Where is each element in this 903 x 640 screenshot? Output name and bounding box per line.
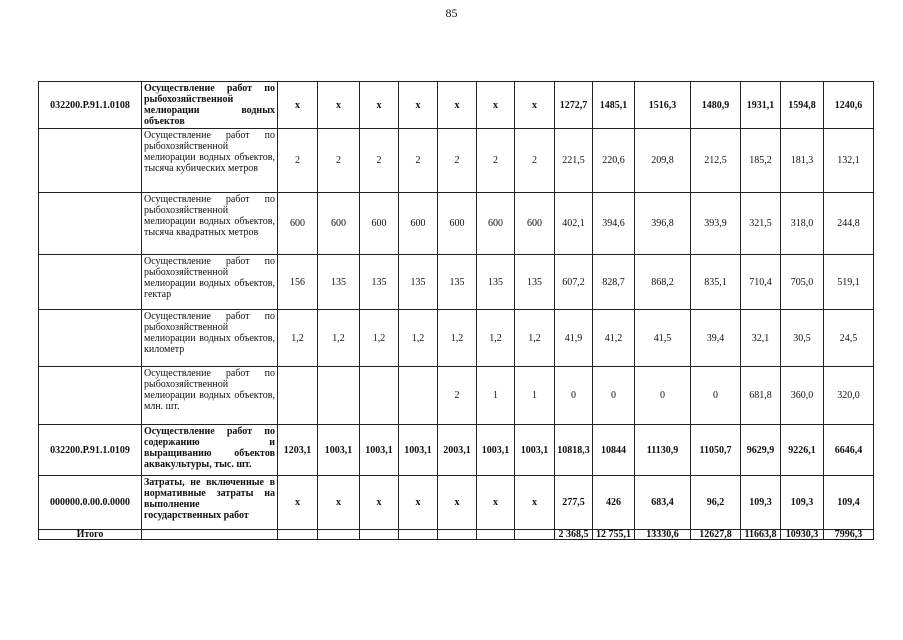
page-number: 85 <box>445 6 458 20</box>
value-cell: 1,2 <box>515 310 555 367</box>
row-description: Осуществление работ по рыбохозяйственной мелиорации водных объектов, гектар <box>142 255 278 310</box>
value-cell: 0 <box>555 367 593 425</box>
value-cell: 600 <box>360 193 399 255</box>
value-cell: 10844 <box>593 425 635 476</box>
value-cell: 24,5 <box>824 310 874 367</box>
value-cell: 156 <box>278 255 318 310</box>
table-row <box>39 367 874 425</box>
row-code <box>39 255 142 310</box>
table-row <box>39 425 874 476</box>
value-cell: 1272,7 <box>555 82 593 129</box>
value-cell: 426 <box>593 476 635 530</box>
row-description: Осуществление работ по рыбохозяйственной мелиорации водных объектов, тысяча кубических метров <box>142 129 278 193</box>
value-cell: 321,5 <box>741 193 781 255</box>
value-cell: 2 <box>318 129 360 193</box>
value-cell: 600 <box>318 193 360 255</box>
value-cell: 1003,1 <box>360 425 399 476</box>
value-cell: 6646,4 <box>824 425 874 476</box>
row-code: 000000.0.00.0.0000 <box>39 476 142 530</box>
value-cell: х <box>278 82 318 129</box>
table-row <box>39 82 874 129</box>
value-cell: 277,5 <box>555 476 593 530</box>
value-cell: 10930,3 <box>781 530 824 540</box>
value-cell: 2 368,5 <box>555 530 593 540</box>
value-cell: 1240,6 <box>824 82 874 129</box>
value-cell: 7996,3 <box>824 530 874 540</box>
row-code: Итого <box>39 530 142 540</box>
value-cell: 360,0 <box>781 367 824 425</box>
row-code <box>39 367 142 425</box>
value-cell: 828,7 <box>593 255 635 310</box>
value-cell: 132,1 <box>824 129 874 193</box>
value-cell: 135 <box>477 255 515 310</box>
value-cell <box>515 530 555 540</box>
value-cell <box>318 530 360 540</box>
table-body <box>39 82 874 540</box>
value-cell: 600 <box>477 193 515 255</box>
value-cell: 41,5 <box>635 310 691 367</box>
value-cell: 1003,1 <box>515 425 555 476</box>
value-cell: х <box>515 476 555 530</box>
row-code <box>39 193 142 255</box>
value-cell <box>399 367 438 425</box>
value-cell: 0 <box>593 367 635 425</box>
value-cell: 835,1 <box>691 255 741 310</box>
value-cell: 9226,1 <box>781 425 824 476</box>
value-cell: 185,2 <box>741 129 781 193</box>
value-cell: 135 <box>318 255 360 310</box>
value-cell: 11130,9 <box>635 425 691 476</box>
value-cell: 600 <box>399 193 438 255</box>
value-cell: 868,2 <box>635 255 691 310</box>
value-cell: 681,8 <box>741 367 781 425</box>
row-description: Осуществление работ по содержанию и выращиванию объектов аквакультуры, тыс. шт. <box>142 425 278 476</box>
value-cell: 318,0 <box>781 193 824 255</box>
value-cell: 39,4 <box>691 310 741 367</box>
table-row <box>39 476 874 530</box>
value-cell: 12627,8 <box>691 530 741 540</box>
value-cell: 1,2 <box>318 310 360 367</box>
value-cell: 11663,8 <box>741 530 781 540</box>
value-cell: 12 755,1 <box>593 530 635 540</box>
value-cell: 209,8 <box>635 129 691 193</box>
value-cell: 135 <box>515 255 555 310</box>
value-cell: 41,2 <box>593 310 635 367</box>
value-cell <box>360 530 399 540</box>
value-cell: 2 <box>438 367 477 425</box>
value-cell: 402,1 <box>555 193 593 255</box>
value-cell: х <box>477 476 515 530</box>
value-cell: 1,2 <box>477 310 515 367</box>
value-cell: 41,9 <box>555 310 593 367</box>
value-cell <box>318 367 360 425</box>
value-cell: 32,1 <box>741 310 781 367</box>
value-cell: 109,3 <box>781 476 824 530</box>
table-row <box>39 530 874 540</box>
value-cell: х <box>515 82 555 129</box>
value-cell: 600 <box>515 193 555 255</box>
value-cell: 2 <box>477 129 515 193</box>
value-cell: 135 <box>438 255 477 310</box>
value-cell: 13330,6 <box>635 530 691 540</box>
value-cell: 393,9 <box>691 193 741 255</box>
value-cell: 30,5 <box>781 310 824 367</box>
value-cell: 394,6 <box>593 193 635 255</box>
row-code: 032200.Р.91.1.0109 <box>39 425 142 476</box>
table-row <box>39 255 874 310</box>
value-cell: 600 <box>438 193 477 255</box>
value-cell: 135 <box>360 255 399 310</box>
value-cell: 1 <box>477 367 515 425</box>
value-cell: 212,5 <box>691 129 741 193</box>
row-description <box>142 530 278 540</box>
value-cell: 519,1 <box>824 255 874 310</box>
value-cell: 600 <box>278 193 318 255</box>
value-cell: 2 <box>360 129 399 193</box>
value-cell: 1003,1 <box>318 425 360 476</box>
value-cell: 1480,9 <box>691 82 741 129</box>
row-code <box>39 310 142 367</box>
value-cell: 221,5 <box>555 129 593 193</box>
value-cell: 1003,1 <box>399 425 438 476</box>
row-description: Затраты, не включенные в нормативные затраты на выполнение государственных работ <box>142 476 278 530</box>
value-cell: 11050,7 <box>691 425 741 476</box>
row-description: Осуществление работ по рыбохозяйственной мелиорации водных объектов, млн. шт. <box>142 367 278 425</box>
value-cell: 2003,1 <box>438 425 477 476</box>
value-cell: 1203,1 <box>278 425 318 476</box>
value-cell: 1,2 <box>278 310 318 367</box>
value-cell: 1594,8 <box>781 82 824 129</box>
value-cell <box>477 530 515 540</box>
value-cell: 109,4 <box>824 476 874 530</box>
value-cell: 244,8 <box>824 193 874 255</box>
value-cell <box>399 530 438 540</box>
value-cell: 2 <box>278 129 318 193</box>
value-cell: 1,2 <box>360 310 399 367</box>
value-cell: 1931,1 <box>741 82 781 129</box>
value-cell: х <box>438 82 477 129</box>
value-cell: 109,3 <box>741 476 781 530</box>
value-cell: 9629,9 <box>741 425 781 476</box>
value-cell: 1 <box>515 367 555 425</box>
value-cell: х <box>360 82 399 129</box>
value-cell: 10818,3 <box>555 425 593 476</box>
value-cell: 607,2 <box>555 255 593 310</box>
value-cell: х <box>477 82 515 129</box>
value-cell: 710,4 <box>741 255 781 310</box>
table-row <box>39 310 874 367</box>
value-cell: х <box>360 476 399 530</box>
value-cell: х <box>278 476 318 530</box>
row-description: Осуществление работ по рыбохозяйственной мелиорации водных объектов, километр <box>142 310 278 367</box>
value-cell: х <box>399 82 438 129</box>
value-cell <box>278 367 318 425</box>
value-cell: 1,2 <box>438 310 477 367</box>
value-cell: 1003,1 <box>477 425 515 476</box>
value-cell: 320,0 <box>824 367 874 425</box>
value-cell: 0 <box>635 367 691 425</box>
value-cell: 683,4 <box>635 476 691 530</box>
row-code: 032200.Р.91.1.0108 <box>39 82 142 129</box>
value-cell: 1516,3 <box>635 82 691 129</box>
value-cell: 135 <box>399 255 438 310</box>
value-cell: 396,8 <box>635 193 691 255</box>
value-cell: 181,3 <box>781 129 824 193</box>
value-cell <box>278 530 318 540</box>
value-cell: 2 <box>399 129 438 193</box>
value-cell: 96,2 <box>691 476 741 530</box>
value-cell <box>360 367 399 425</box>
row-code <box>39 129 142 193</box>
table-row <box>39 129 874 193</box>
value-cell: 0 <box>691 367 741 425</box>
value-cell: 220,6 <box>593 129 635 193</box>
expenses-table <box>38 81 874 540</box>
value-cell: 2 <box>438 129 477 193</box>
row-description: Осуществление работ по рыбохозяйственной мелиорации водных объектов, тысяча квадратных метров <box>142 193 278 255</box>
value-cell <box>438 530 477 540</box>
value-cell: х <box>318 82 360 129</box>
value-cell: х <box>438 476 477 530</box>
value-cell: х <box>318 476 360 530</box>
value-cell: х <box>399 476 438 530</box>
value-cell: 1485,1 <box>593 82 635 129</box>
row-description: Осуществление работ по рыбохозяйственной мелиорации водных объектов <box>142 82 278 129</box>
value-cell: 1,2 <box>399 310 438 367</box>
value-cell: 705,0 <box>781 255 824 310</box>
value-cell: 2 <box>515 129 555 193</box>
table-row <box>39 193 874 255</box>
